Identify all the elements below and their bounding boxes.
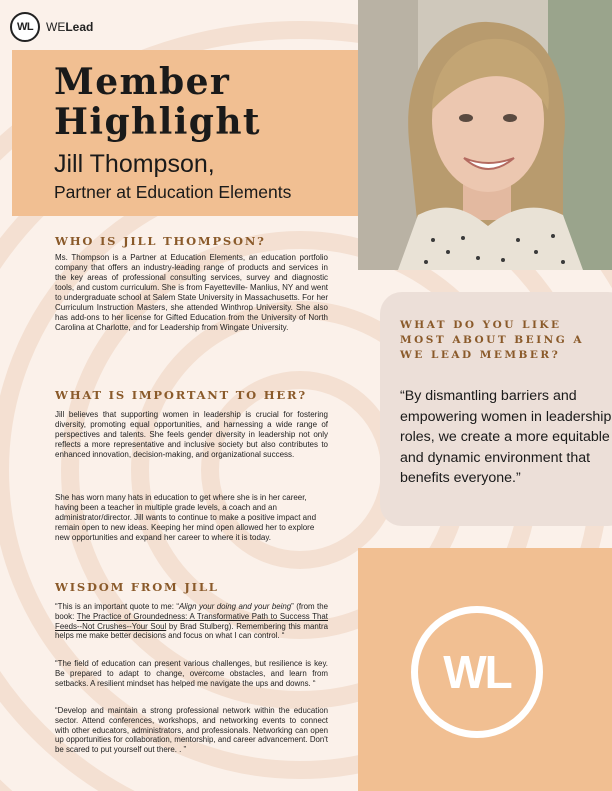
page-title: Member Highlight	[54, 61, 261, 143]
heading-who-is: WHO IS JILL THOMPSON?	[55, 234, 266, 248]
member-role: Partner at Education Elements	[54, 182, 292, 202]
brand-name: WELead	[46, 20, 94, 34]
portrait-photo	[358, 0, 612, 270]
wisdom-quote-2: “The field of education can present various challenges, but resilience is key. Be prepared to adapt to change, overcome obstacles, and learn from setbacks. A resilient mindset has helped me navigate the ups and downs. “	[55, 659, 328, 688]
wisdom-quote-3: “Develop and maintain a strong professional network within the education sector. Attend conferences, workshops, and networking events to connect with other educators, administrators, and professionals. Networking can open up opportunities for collaboration, mentorship, and career advancement. Don't be scared to put yourself out there. . ”	[55, 706, 328, 755]
wl-logo-badge: WL	[10, 12, 40, 42]
member-name: Jill Thompson,	[54, 150, 215, 178]
footer-logo-block	[358, 548, 612, 791]
quote-card-heading: WHAT DO YOU LIKE MOST ABOUT BEING A WE LEAD MEMBER?	[400, 319, 584, 361]
wisdom-quote-1: “This is an important quote to me: “Align your doing and your being” (from the book: The Practice of Groundedness: A Transformative Path to Success That Feeds--Not Crushes--Your Soul by Brad Stulberg). Remembering this mantra helps me make better decisions and focus on what I can control. “	[55, 602, 328, 641]
who-is-paragraph: Ms. Thompson is a Partner at Education Elements, an education portfolio company that offers an industry-leading range of products and services in the key areas of professional consulting services, survey and diagnostic tools, and custom curriculum. She is from Fayetteville- Manlius, NY and went to undergraduate school at Salem State University in Massachusetts. For her Curriculum Instruction Masters, she attended Winthrop University. She also has add-ons to her license for Gifted Education from the University of North Carolina at Charlotte, and for Leadership from Wingate University.	[55, 253, 328, 332]
important-paragraph-2: She has worn many hats in education to get where she is in her career, having been a teacher in multiple grade levels, a coach and an administrator/director. Jill wants to continue to make a positive impact and remain open to new ideas. Keeping her mind open allowed her to explore new opportunities and expand her career to where it is today.	[55, 493, 317, 542]
important-paragraph-1: Jill believes that supporting women in leadership is crucial for fostering diversity, promoting equal opportunities, and harnessing a wide range of perspectives and talents. She feels gender diversity in leadership not only reflects a more representative and inclusive society but also contributes to enhanced innovation, decision-making, and organizational success.	[55, 410, 328, 459]
brand-logo	[10, 12, 93, 42]
heading-what-is-important: WHAT IS IMPORTANT TO HER?	[55, 388, 307, 402]
wl-logo-large: WL	[411, 606, 543, 738]
quote-card-text: “By dismantling barriers and empowering women in leadership roles, we create a more equitable and dynamic environment that benefits everyone.”	[400, 388, 612, 486]
title-banner	[12, 50, 358, 216]
member-quote-card	[380, 292, 612, 526]
heading-wisdom: WISDOM FROM JILL	[55, 580, 219, 594]
book-title: The Practice of Groundedness: A Transformative Path to Success That Feeds--Not Crushes--Your Soul	[55, 611, 328, 631]
